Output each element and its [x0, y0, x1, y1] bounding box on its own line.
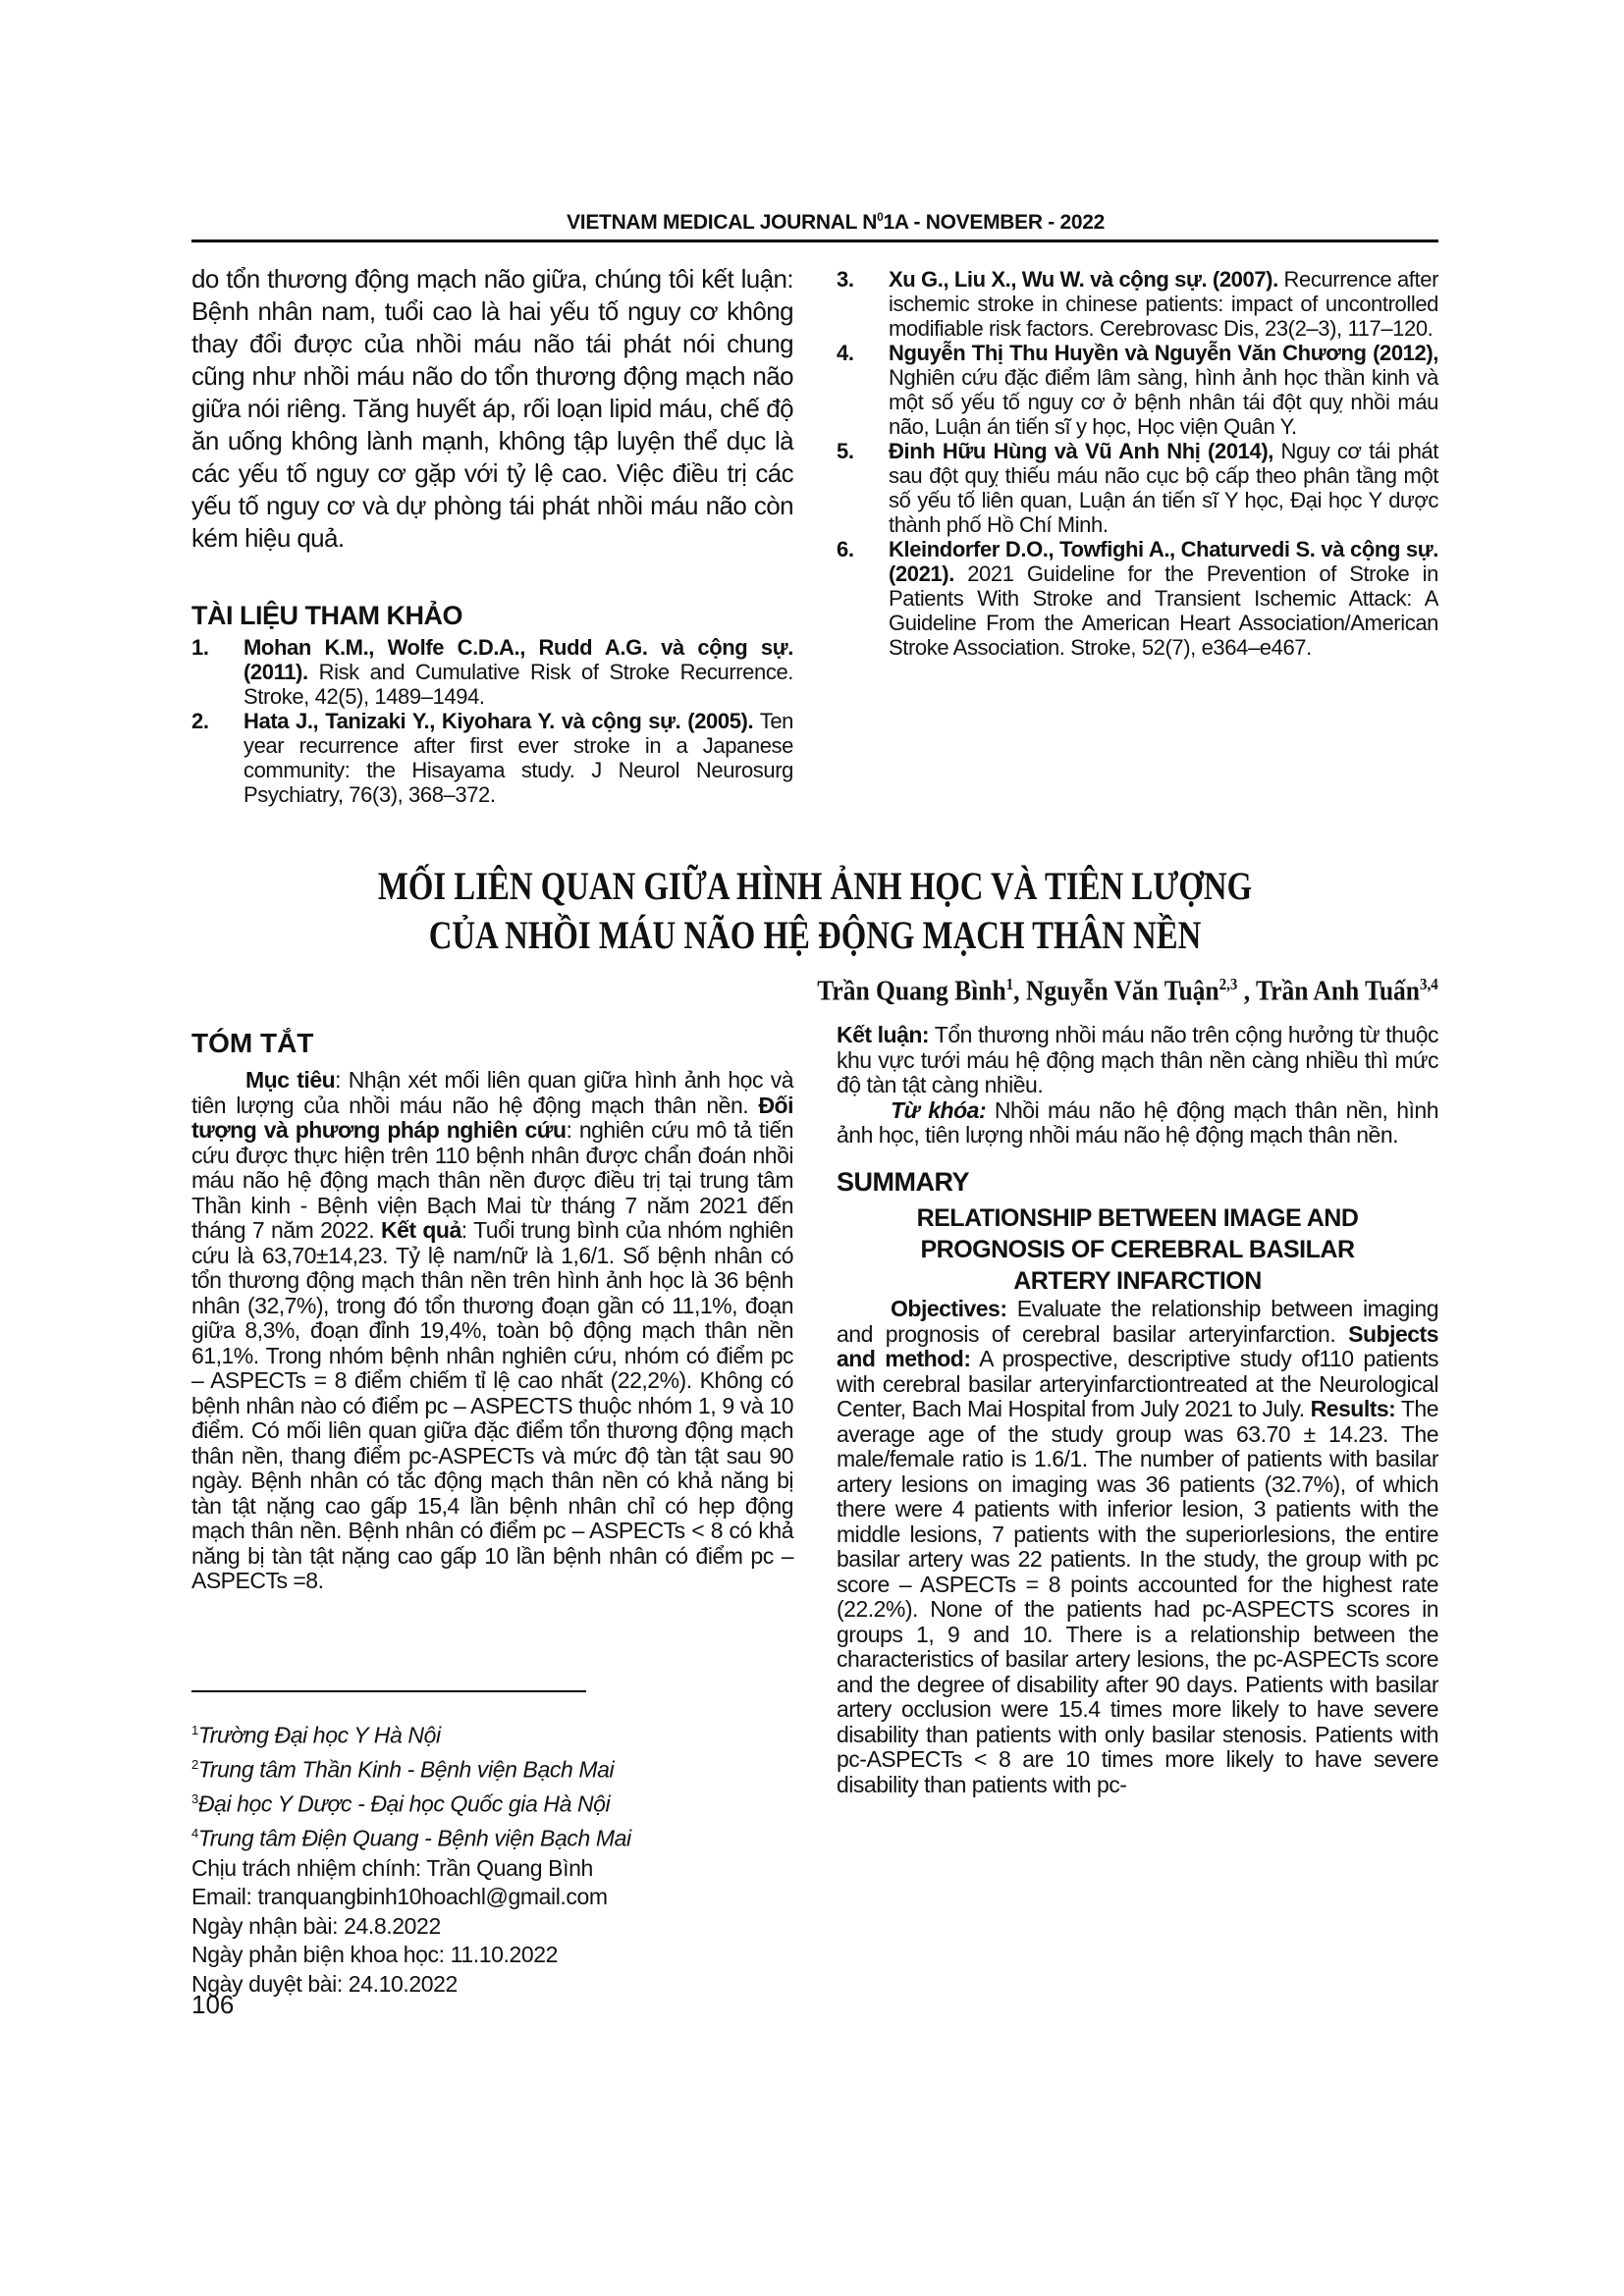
references-list-right: [837, 267, 1438, 660]
reference-number: 3.: [837, 267, 854, 292]
abstract-conclusion: [837, 1023, 1438, 1098]
reference-authors: Mohan K.M., Wolfe C.D.A., Rudd A.G. và cộng sự. (2011).: [244, 635, 793, 684]
reference-text: 2021 Guideline for the Prevention of Stroke in Patients With Stroke and Transient Ischemic Attack: A Guideline From the American Heart Association/American Stroke Association. Stroke, 52(7), e364–e467.: [889, 561, 1438, 660]
corresponding-author: Chịu trách nhiệm chính: Trần Quang Bình: [191, 1854, 593, 1881]
issue-info: 1A - NOVEMBER - 2022: [883, 211, 1105, 234]
result-label: Kết quả: [380, 1217, 461, 1243]
reference-number: 2.: [191, 709, 209, 733]
reference-authors: Kleindorfer D.O., Towfighi A., Chaturvedi S. và cộng sự. (2021).: [889, 537, 1438, 586]
title-line: CỦA NHỒI MÁU NÃO HỆ ĐỘNG MẠCH THÂN NỀN: [428, 913, 1202, 957]
results-text: The average age of the study group was 63.70 ± 14.23. The male/female ratio is 1.6/1. The number of patients with basilar artery lesions on imaging was 36 patients (32.7%), of which there were 4 patients with inferior lesion, 3 patients with the middle lesions, 7 patients with the superiorlesions, the entire basilar artery was 22 patients. In the study, the group with pc score – ASPECTs = 8 points accounted for the highest rate (22.2%). None of the patients had pc-ASPECTS scores in groups 1, 9 and 10. There is a relationship between the characteristics of basilar artery lesions, the pc-ASPECTs score and the degree of disability after 90 days. Patients with basilar artery occlusion were 15.4 times more likely to have severe disability than patients with only basilar stenosis. Patients with pc-ASPECTs < 8 are 10 times more likely to have severe disability than patients with pc-: [837, 1396, 1439, 1797]
received-date: Ngày nhận bài: 24.8.2022: [191, 1912, 441, 1939]
keywords: [837, 1098, 1438, 1148]
method-label: Đối tượng và phương pháp nghiên cứu: [191, 1092, 793, 1143]
reference-number: 6.: [837, 537, 854, 561]
reference-text: Recurrence after ischemic stroke in chinese patients: impact of uncontrolled modifiable risk factors. Cerebrovasc Dis, 23(2–3), 117–120.: [889, 267, 1438, 341]
affiliation-number: 3: [191, 1791, 198, 1807]
abstract-right-column: [837, 1023, 1438, 1797]
reference-authors: Nguyễn Thị Thu Huyền và Nguyễn Văn Chương (2012),: [889, 341, 1438, 365]
result-text: : Tuổi trung bình của nhóm nghiên cứu là 63,70±14,23. Tỷ lệ nam/nữ là 1,6/1. Số bệnh nhân có tổn thương động mạch thân nền trên hình ảnh học là 36 bệnh nhân (32,7%), trong đó tổn thương đoạn gần có 11,1%, đoạn giữa 8,3%, đoạn đỉnh 19,4%, toàn bộ động mạch thân nền 61,1%. Trong nhóm bệnh nhân nghiên cứu, nhóm có điểm pc – ASPECTs = 8 điểm chiếm tỉ lệ cao nhất (22,2%). Không có bệnh nhân nào có điểm pc – ASPECTS thuộc nhóm 1, 9 và 10 điểm. Có mối liên quan giữa đặc điểm tổn thương động mạch thân nền, thang điểm pc-ASPECTs và mức độ tàn tật sau 90 ngày. Bệnh nhân có tắc động mạch thân nền có khả năng bị tàn tật nặng cao gấp 15,4 lần bệnh nhân chỉ có hẹp động mạch thân nền. Bệnh nhân có điểm pc – ASPECTs < 8 có khả năng bị tàn tật nặng cao gấp 10 lần bệnh nhân có điểm pc – ASPECTs =8.: [191, 1217, 794, 1593]
summary-paragraph: [837, 1297, 1438, 1797]
affiliation-text: Đại học Y Dược - Đại học Quốc gia Hà Nội: [197, 1790, 611, 1817]
reference-text: Ten year recurrence after first ever stroke in a Japanese community: the Hisayama study. J Neurol Neurosurg Psychiatry, 76(3), 368–372.: [244, 709, 793, 807]
affiliation-number: 4: [191, 1826, 198, 1842]
header-rule: [191, 240, 1438, 242]
english-title: [837, 1202, 1438, 1297]
reference-item: [837, 267, 1438, 341]
affiliation-text: Trường Đại học Y Hà Nội: [197, 1722, 441, 1748]
affiliation-number: 2: [191, 1757, 198, 1773]
affiliation-note: [191, 1750, 631, 1785]
objectives-label: Objectives:: [891, 1296, 1007, 1321]
previous-article-conclusion: do tổn thương động mạch não giữa, chúng tôi kết luận: Bệnh nhân nam, tuổi cao là hai yếu tố nguy cơ không thay đổi được của nhồi máu não tái phát nói chung cũng như nhồi máu não do tổn thương động mạch não giữa nói riêng. Tăng huyết áp, rối loạn lipid máu, chế độ ăn uống không lành mạnh, không tập luyện thể dục là các yếu tố nguy cơ gặp với tỷ lệ cao. Việc điều trị các yếu tố nguy cơ và dự phòng tái phát nhồi máu não còn kém hiệu quả.: [191, 264, 793, 553]
keywords-text: Nhồi máu não hệ động mạch thân nền, hình ảnh học, tiên lượng nhồi máu não hệ động mạch thân nền.: [837, 1096, 1438, 1148]
running-header: [191, 210, 1438, 235]
author-affiliation: 2,3: [1218, 975, 1238, 993]
affiliation-note: [191, 1716, 631, 1750]
keywords-label: Từ khóa:: [891, 1096, 987, 1123]
author-affiliation: 3,4: [1420, 975, 1438, 993]
method-label: Subjects and method:: [837, 1320, 1438, 1371]
review-date: Ngày phản biện khoa học: 11.10.2022: [191, 1942, 559, 1968]
objective-label: Mục tiêu: [245, 1067, 336, 1093]
author-name: Trần Anh Tuấn: [1256, 975, 1421, 1007]
references-heading: TÀI LIỆU THAM KHẢO: [191, 601, 462, 630]
reference-number: 5.: [837, 439, 854, 463]
reference-text: Nghiên cứu đặc điểm lâm sàng, hình ảnh học thần kinh và một số yếu tố nguy cơ ở bệnh nhân tái đột quỵ nhồi máu não, Luận án tiến sĩ y học, Học viện Quân Y.: [889, 365, 1438, 439]
affiliation-text: Trung tâm Điện Quang - Bệnh viện Bạch Mai: [197, 1826, 631, 1852]
summary-heading: SUMMARY: [837, 1166, 969, 1197]
affiliation-number: 1: [191, 1723, 198, 1737]
reference-number: 1.: [191, 635, 209, 660]
reference-item: [837, 341, 1438, 439]
accepted-date: Ngày duyệt bài: 24.10.2022: [191, 1970, 458, 1997]
english-title-line: RELATIONSHIP BETWEEN IMAGE AND: [916, 1204, 1359, 1232]
reference-text: Nguy cơ tái phát sau đột quỵ thiếu máu não cục bộ cấp theo phân tầng một số yếu tố liên quan, Luận án tiến sĩ Y học, Đại học Y dược thành phố Hồ Chí Minh.: [889, 439, 1438, 537]
title-line: MỐI LIÊN QUAN GIỮA HÌNH ẢNH HỌC VÀ TIÊN LƯỢNG: [377, 864, 1253, 908]
reference-item: [191, 635, 793, 709]
reference-authors: Xu G., Liu X., Wu W. và cộng sự. (2007).: [889, 267, 1278, 292]
abstract-paragraph: [191, 1068, 793, 1594]
reference-authors: Đinh Hữu Hùng và Vũ Anh Nhị (2014),: [889, 439, 1273, 463]
reference-number: 4.: [837, 341, 854, 365]
author-name: Nguyễn Văn Tuận: [1026, 975, 1219, 1007]
email[interactable]: Email: tranquangbinh10hoachl@gmail.com: [191, 1884, 608, 1910]
reference-item: [837, 439, 1438, 537]
english-title-line: ARTERY INFARCTION: [1013, 1267, 1262, 1295]
author-list: Trần Quang Bình$^1$, Nguyễn Văn Tuận$^{2,3}$ , Trần Anh Tuấn$^{3,4}$: [817, 975, 1438, 1007]
english-title-line: PROGNOSIS OF CEREBRAL BASILAR: [920, 1236, 1355, 1263]
affiliation-note: [191, 1785, 631, 1819]
issue-sup: 0: [877, 210, 884, 224]
reference-text: Risk and Cumulative Risk of Stroke Recurrence. Stroke, 42(5), 1489–1494.: [244, 660, 793, 709]
reference-item: [837, 537, 1438, 660]
footnote-rule: [191, 1690, 586, 1692]
reference-authors: Hata J., Tanizaki Y., Kiyohara Y. và cộng sự. (2005).: [244, 709, 754, 733]
results-label: Results:: [1310, 1396, 1396, 1421]
article-title: [303, 862, 1326, 960]
conclusion-text: Tổn thương nhồi máu não trên cộng hưởng từ thuộc khu vực tưới máu hệ động mạch thân nền càng nhiều thì mức độ tàn tật càng nhiều.: [837, 1022, 1438, 1097]
objectives-text: Evaluate the relationship between imaging and prognosis of cerebral basilar arteryinfarction.: [837, 1296, 1438, 1347]
affiliation-note: [191, 1819, 631, 1853]
reference-item: [191, 709, 793, 807]
author-affiliation: 1: [1006, 975, 1014, 993]
conclusion-label: Kết luận:: [837, 1022, 930, 1047]
page-number: 106: [191, 1990, 235, 2019]
abstract-vietnamese: [191, 1068, 793, 1594]
footnotes: [191, 1716, 631, 1999]
journal-name: VIETNAM MEDICAL JOURNAL N: [567, 211, 878, 234]
abstract-heading: TÓM TẮT: [191, 1028, 314, 1058]
affiliation-text: Trung tâm Thần Kinh - Bệnh viện Bạch Mai: [197, 1756, 615, 1783]
method-text: A prospective, descriptive study of110 patients with cerebral basilar arteryinfarctiontreated at the Neurological Center, Bach Mai Hospital from July 2021 to July.: [837, 1346, 1438, 1421]
references-list-left: [191, 635, 793, 807]
method-text: : nghiên cứu mô tả tiến cứu được thực hiện trên 110 bệnh nhân được chẩn đoán nhồi máu não hệ động mạch thân nền được điều trị tại trung tâm Thần kinh - Bệnh viện Bạch Mai từ tháng 7 năm 2021 đến tháng 7 năm 2022.: [191, 1117, 793, 1243]
author-name: Trần Quang Bình: [817, 975, 1006, 1007]
objective-text: : Nhận xét mối liên quan giữa hình ảnh học và tiên lượng của nhồi máu não hệ động mạch thân nền.: [191, 1067, 793, 1118]
